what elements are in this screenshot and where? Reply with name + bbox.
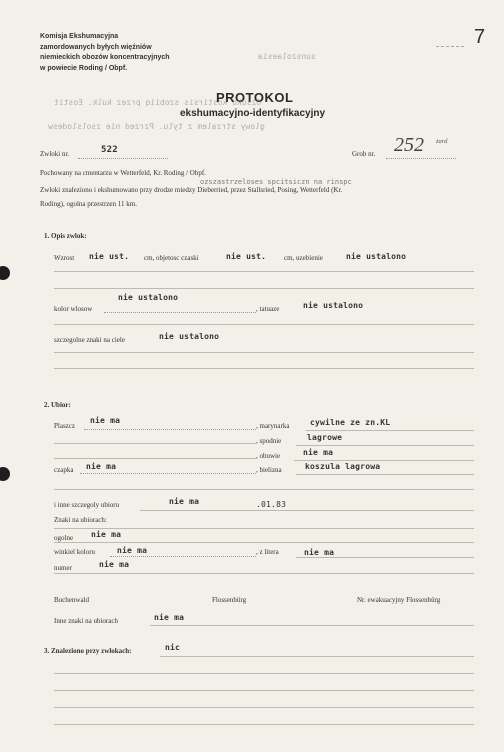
- form-line: [54, 352, 474, 353]
- marynarka-label: , marynarka: [256, 422, 290, 430]
- tatuaze-label: , tatuaze: [256, 305, 280, 313]
- znaki-label: szczegolne znaki na ciele: [54, 336, 125, 344]
- burial-place: Pochowany na cmentarzu w Wetterfeld, Kr. Roding / Obpf.: [40, 169, 206, 177]
- czaszka-value: nie ust.: [226, 252, 267, 261]
- znaki-value: nie ustalono: [159, 332, 220, 341]
- punch-hole-bottom: [0, 467, 10, 481]
- plaszcz-line: [84, 429, 256, 430]
- document-subtitle: ekshumacyjno-identyfikacyjny: [180, 108, 326, 119]
- form-line: [54, 324, 474, 325]
- wzrost-label: Wzrost: [54, 254, 75, 262]
- numer-label: numer: [54, 564, 72, 572]
- grob-note: żard: [436, 138, 448, 145]
- form-line: [54, 573, 474, 574]
- section3-value: nic: [165, 643, 181, 652]
- inne-znaki-label: Inne znaki na ubiorach: [54, 617, 118, 625]
- wzrost-value: nie ust.: [89, 252, 130, 261]
- form-line: [54, 271, 474, 272]
- org-line: Komisja Ekshumacyjna: [40, 33, 119, 40]
- form-line: [294, 460, 474, 461]
- tatuaze-value: nie ustalono: [303, 301, 364, 310]
- form-line: [54, 673, 474, 674]
- winkiel-label: winkiel koloru: [54, 548, 96, 556]
- czapka-label: czapka: [54, 466, 74, 474]
- znaki-ubiory-label: Znaki na ubiorach:: [54, 516, 107, 524]
- form-line: [54, 489, 474, 490]
- plaszcz-value: nie ma: [90, 416, 121, 425]
- bielizna-label: , bielizna: [256, 466, 282, 474]
- form-line: [54, 288, 474, 289]
- form-line: [140, 510, 474, 511]
- spodnie-label: , spodnie: [256, 437, 282, 445]
- section1-heading: [44, 232, 87, 241]
- header-dash: [436, 46, 464, 47]
- winkiel-value: nie ma: [117, 546, 148, 555]
- form-line: [54, 458, 256, 459]
- punch-hole-top: [0, 266, 10, 280]
- form-line: [296, 474, 474, 475]
- form-line: [54, 542, 474, 543]
- form-line: [54, 528, 474, 529]
- camp-buchenwald: Buchenwald: [54, 596, 89, 604]
- plaszcz-label: Plaszcz: [54, 422, 75, 430]
- zwloki-label: Zwloki nr.: [40, 150, 70, 158]
- camp-flossenburg: Flossenbürg: [212, 596, 247, 604]
- winkiel-line: [110, 556, 256, 557]
- bielizna-value: koszula lagrowa: [305, 462, 381, 471]
- zwloki-line: [78, 158, 168, 159]
- form-line: [54, 724, 474, 725]
- inne-szczegoly-extra: .01.83: [256, 500, 287, 509]
- litera-label: , z litera: [256, 548, 279, 556]
- overtyped-text: ozszastrzeloses spcitsiczn na rinspc: [200, 178, 352, 186]
- spodnie-value: lagrowe: [307, 433, 343, 442]
- form-line: [150, 625, 474, 626]
- grob-number: 252: [394, 134, 424, 156]
- form-line: [296, 445, 474, 446]
- org-line: w powiecie Roding / Obpf.: [40, 64, 128, 72]
- zwloki-number: 522: [101, 145, 118, 155]
- grob-label: Grob nr.: [352, 150, 376, 158]
- discovery-distance: Roding), ogolna przestrzen 11 km.: [40, 200, 137, 208]
- form-line: [54, 707, 474, 708]
- form-line: [54, 368, 474, 369]
- inne-znaki-value: nie ma: [154, 613, 185, 622]
- obuwie-label: , obuwie: [256, 452, 281, 460]
- czapka-value: nie ma: [86, 462, 117, 471]
- marynarka-value: cywilne ze zn.KL: [310, 418, 391, 427]
- page-number: 7: [474, 26, 486, 48]
- form-line: [54, 690, 474, 691]
- ogolne-value: nie ma: [91, 530, 122, 539]
- ogolne-label: ogolne: [54, 534, 74, 542]
- obuwie-value: nie ma: [303, 448, 334, 457]
- litera-value: nie ma: [304, 548, 335, 557]
- organization-block: [40, 32, 170, 74]
- evacuation-number-label: Nr. ewakuacyjny Flossenbürg: [357, 596, 441, 604]
- form-line: [296, 557, 474, 558]
- wlosy-label: kolor wlosow: [54, 305, 93, 313]
- discovery-place: Zwloki znaleziono i ekshumowano przy drodze miedzy Dieberried, przez Stallsried, Posing, Wetterfeld (Kr.: [40, 186, 343, 194]
- numer-value: nie ma: [99, 560, 130, 569]
- bleed-through-line: glowy strzalem z tylu. Pzrzed nie zsolslodesw: [48, 122, 265, 131]
- org-line: niemieckich obozów koncentracyjnych: [40, 54, 170, 61]
- wlosy-line: [104, 312, 256, 313]
- section2-heading: 2. Ubior:: [44, 401, 71, 409]
- grob-line: [386, 158, 456, 159]
- cm-label-1: cm, objetosc czaski: [144, 254, 199, 262]
- inne-szczegoly-value: nie ma: [169, 497, 200, 506]
- form-line: [160, 656, 474, 657]
- org-line: zamordowanych byłych więźniów: [40, 43, 152, 51]
- inne-szczegoly-label: i inne szczegoly ubioru: [54, 501, 120, 509]
- document-title: PROTOKOL: [216, 90, 294, 105]
- bleed-through-line: Ozsuko kostirsis szobiiq przez kulk. Eostit: [54, 98, 262, 107]
- section1-heading-text: 1. Opis zwlok:: [44, 232, 87, 240]
- section3-heading-text: 3. Znaleziono przy zwlokach:: [44, 647, 132, 655]
- cm-label-2: cm, uzebienie: [284, 254, 323, 262]
- czapka-line: [80, 473, 256, 474]
- section3-heading: [44, 647, 132, 656]
- bleed-through-text: sunszolaesia: [258, 52, 316, 61]
- form-line: [306, 430, 474, 431]
- form-line: [54, 443, 256, 444]
- wlosy-value: nie ustalono: [118, 293, 179, 302]
- uzebienie-value: nie ustalono: [346, 252, 407, 261]
